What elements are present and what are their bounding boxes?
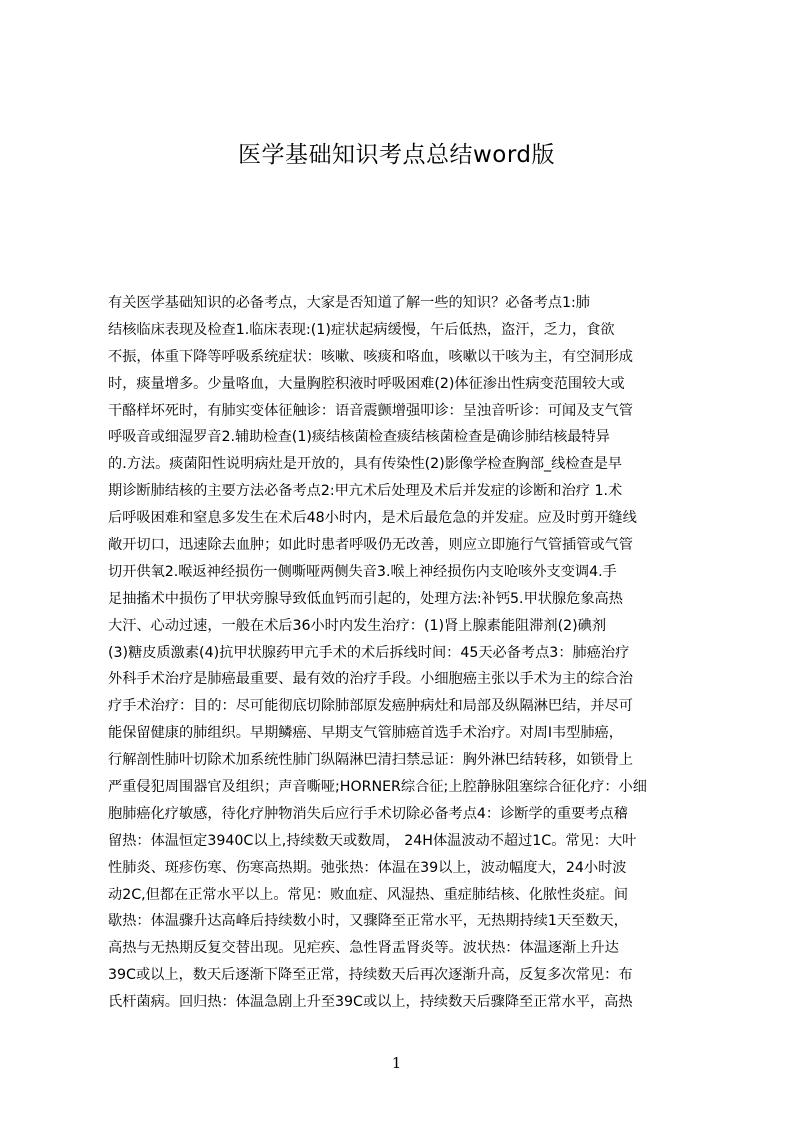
body-line: 疗手术治疗：目的：尽可能彻底切除肺部原发癌肿病灶和局部及纵隔淋巴结，并尽可 [108, 698, 633, 715]
body-line: 39C或以上，数天后逐渐下降至正常，持续数天后再次逐渐升高，反复多次常见：布 [108, 967, 633, 984]
body-line: 足抽搐术中损伤了甲状旁腺导致低血钙而引起的，处理方法:补钙5.甲状腺危象高热 [108, 590, 623, 607]
page-number: 1 [391, 1054, 402, 1072]
body-line: 呼吸音或细湿罗音2.辅助检查(1)痰结核菌检查痰结核菌检查是确诊肺结核最特异 [108, 429, 610, 446]
document-body [108, 290, 698, 1016]
body-line: 歇热：体温骤升达高峰后持续数小时，又骤降至正常水平，无热期持续1天至数天， [108, 913, 628, 930]
body-line: 能保留健康的肺组织。早期鳞癌、早期支气管肺癌首选手术治疗。对周Ⅰ韦型肺癌， [108, 725, 623, 742]
body-line: 大汗、心动过速，一般在术后36小时内发生治疗：(1)肾上腺素能阻滞剂(2)碘剂 [108, 617, 607, 634]
body-line: 动2C,但都在正常水平以上。常见：败血症、风湿热、重症肺结核、化脓性炎症。间 [108, 886, 629, 903]
body-line: 后呼吸困难和窒息多发生在术后48小时内，是术后最危急的并发症。应及时剪开缝线 [108, 510, 637, 527]
body-line: (3)糖皮质激素(4)抗甲状腺药甲亢手术的术后拆线时间：45天必备考点3：肺癌治疗 [108, 644, 630, 661]
body-line: 外科手术治疗是肺癌最重要、最有效的治疗手段。小细胞癌主张以手术为主的综合治 [108, 671, 633, 688]
body-line: 性肺炎、斑疹伤寒、伤寒高热期。弛张热：体温在39以上，波动幅度大，24小时波 [108, 859, 627, 876]
body-line: 不振，体重下降等呼吸系统症状：咳嗽、咳痰和咯血，咳嗽以干咳为主，有空洞形成 [108, 348, 633, 365]
body-line: 结核临床表现及检查1.临床表现:(1)症状起病缓慢，午后低热，盗汗，乏力，食欲 [108, 321, 615, 338]
body-line: 留热：体温恒定3940C以上,持续数天或数周， 24H体温波动不超过1C。常见：大叶 [108, 832, 637, 849]
body-line: 干酪样坏死时，有肺实变体征触诊：语音震颤增强叩诊：呈浊音听诊：可闻及支气管 [108, 402, 633, 419]
body-line: 的.方法。痰菌阳性说明病灶是开放的，具有传染性(2)影像学检查胸部_线检查是早 [108, 456, 623, 473]
body-line: 期诊断肺结核的主要方法必备考点2:甲亢术后处理及术后并发症的诊断和治疗 1.术 [108, 483, 623, 500]
body-line: 胞肺癌化疗敏感，待化疗肿物消失后应行手术切除必备考点4：诊断学的重要考点稽 [108, 805, 628, 822]
body-line: 严重侵犯周围器官及组织；声音嘶哑;HORNER综合征;上腔静脉阻塞综合征化疗：小细 [108, 779, 647, 796]
body-line: 氏杆菌病。回归热：体温急剧上升至39C或以上，持续数天后骤降至正常水平，高热 [108, 994, 633, 1011]
body-line: 时，痰量增多。少量咯血，大量胸腔积液时呼吸困难(2)体征渗出性病变范围较大或 [108, 375, 625, 392]
body-line: 有关医学基础知识的必备考点，大家是否知道了解一些的知识？必备考点1:肺 [108, 295, 590, 311]
document-title: 医学基础知识考点总结word版 [237, 142, 556, 168]
body-line: 敞开切口，迅速除去血肿；如此时患者呼吸仍无改善，则应立即施行气管插管或气管 [108, 537, 633, 554]
body-line: 行解剖性肺叶切除术加系统性肺门纵隔淋巴清扫禁忌证：胸外淋巴结转移，如锁骨上 [108, 752, 633, 769]
body-line: 切开供氧2.喉返神经损伤一侧嘶哑两侧失音3.喉上神经损伤内支呛咳外支变调4.手 [108, 563, 617, 580]
body-line: 高热与无热期反复交替出现。见疟疾、急性肾盂肾炎等。波状热：体温逐渐上升达 [108, 940, 619, 957]
